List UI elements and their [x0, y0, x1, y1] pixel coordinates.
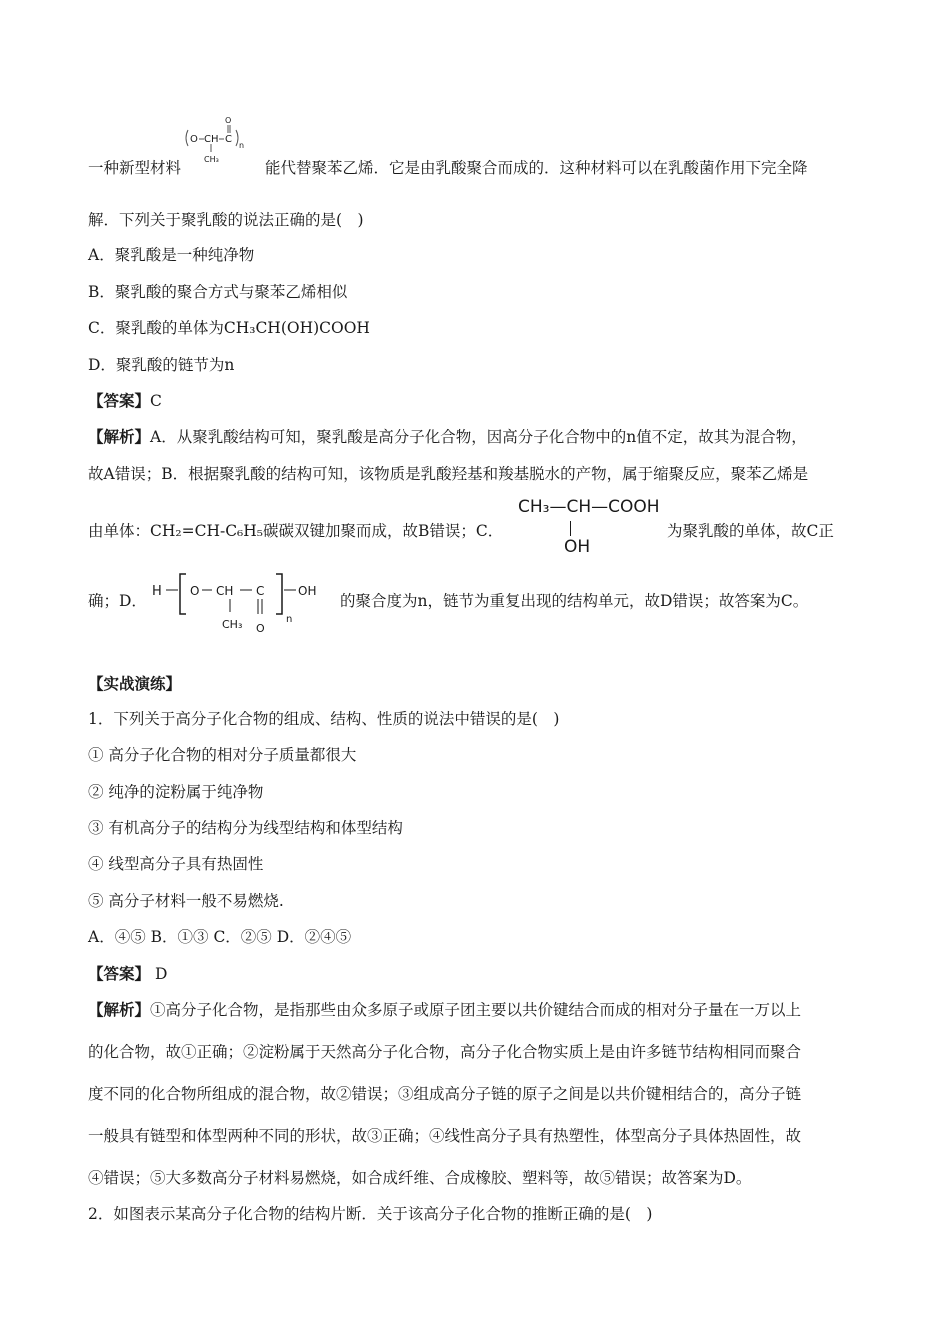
pf-ch: CH	[216, 584, 234, 598]
q1-item-4: ④ 线型高分子具有热固性	[88, 855, 264, 873]
polymer-o: O	[190, 134, 198, 145]
q0-option-c: C．聚乳酸的单体为CH₃CH(OH)COOH	[88, 319, 370, 337]
polymer-ch: CH	[204, 134, 219, 145]
polymer-c: C	[225, 134, 232, 145]
q1-analysis-line-3: 度不同的化合物所组成的混合物，故②错误；③组成高分子链的原子之间是以共价键相结合的，高分子链	[88, 1085, 802, 1103]
q0-analysis-line-2: 故A错误；B．根据聚乳酸的结构可知，该物质是乳酸羟基和羧基脱水的产物，属于缩聚反应，聚苯乙烯是	[88, 465, 809, 483]
q0-option-b: B．聚乳酸的聚合方式与聚苯乙烯相似	[88, 283, 348, 301]
q1-analysis-line-2: 的化合物，故①正确；②淀粉属于天然高分子化合物，高分子化合物实质上是由许多链节结构相同而聚合	[88, 1043, 802, 1061]
q1-analysis-line-5: ④错误；⑤大多数高分子材料易燃烧，如合成纤维、合成橡胶、塑料等，故⑤错误；故答案为D。	[88, 1169, 752, 1187]
polymer-n: n	[239, 141, 245, 150]
polymer-structure-full	[148, 568, 348, 644]
answer-value: C	[150, 392, 162, 410]
answer-label: 【答案】	[88, 391, 151, 410]
q1-answer-value: D	[154, 965, 168, 983]
monomer-bond	[570, 521, 571, 536]
pf-o: O	[190, 584, 200, 598]
q0-intro-a: 一种新型材料	[88, 159, 182, 177]
polymer-o-top: O	[225, 116, 232, 125]
q0-option-d: D．聚乳酸的链节为n	[88, 356, 235, 374]
q0-intro-b: 能代替聚苯乙烯．它是由乳酸聚合而成的．这种材料可以在乳酸菌作用下完全降	[265, 159, 808, 177]
polymer-ch3: CH₃	[204, 155, 219, 164]
q0-analysis-line-3a: 由单体：CH₂=CH-C₆H₅碳碳双键加聚而成，故B错误；C．	[88, 522, 504, 540]
analysis-label: 【解析】	[88, 427, 151, 446]
polymer-structure-small	[182, 116, 262, 176]
q0-answer	[88, 389, 162, 413]
pf-h: H	[152, 584, 162, 599]
practice-title: 【实战演练】	[88, 674, 182, 693]
q0-analysis-line-4b: 的聚合度为n，链节为重复出现的结构单元，故D错误；故答案为C。	[340, 592, 809, 610]
q0-option-a: A．聚乳酸是一种纯净物	[88, 246, 255, 264]
q1-analysis-line-4: 一般具有链型和体型两种不同的形状，故③正确；④线性高分子具有热塑性，体型高分子具体热固性，故	[88, 1127, 802, 1145]
q1-item-1: ① 高分子化合物的相对分子质量都很大	[88, 746, 357, 764]
pf-n: n	[286, 614, 293, 625]
q1-item-3: ③ 有机高分子的结构分为线型结构和体型结构	[88, 819, 403, 837]
q0-analysis-line-1	[88, 425, 807, 449]
q0-analysis-line-4a: 确；D．	[88, 592, 147, 610]
pf-o2: O	[256, 622, 265, 635]
q0-intro-c: 解．下列关于聚乳酸的说法正确的是( )	[88, 211, 364, 229]
q1-answer-label: 【答案】	[88, 964, 151, 983]
q1-analysis-text: ①高分子化合物，是指那些由众多原子或原子团主要以共价键结合而成的相对分子量在一万以上	[150, 1001, 802, 1019]
pf-c: C	[256, 584, 265, 598]
q1-analysis-line-1	[88, 998, 801, 1022]
q1-options: A．④⑤ B．①③ C．②⑤ D．②④⑤	[88, 928, 352, 946]
q1-analysis-label: 【解析】	[88, 1000, 151, 1019]
q1-item-5: ⑤ 高分子材料一般不易燃烧.	[88, 892, 284, 910]
pf-ch3: CH₃	[222, 618, 243, 631]
monomer-oh: OH	[564, 537, 591, 557]
q1-stem: 1．下列关于高分子化合物的组成、结构、性质的说法中错误的是( )	[88, 710, 560, 728]
pf-oh: OH	[298, 584, 317, 598]
q1-item-2: ② 纯净的淀粉属于纯净物	[88, 783, 264, 801]
monomer-main: CH₃—CH—COOH	[518, 497, 660, 517]
q2-stem: 2．如图表示某高分子化合物的结构片断．关于该高分子化合物的推断正确的是( )	[88, 1205, 653, 1223]
q1-answer	[88, 962, 167, 986]
analysis-text: A．从聚乳酸结构可知，聚乳酸是高分子化合物，因高分子化合物中的n值不定，故其为混合物，	[150, 428, 807, 446]
q0-analysis-line-3b: 为聚乳酸的单体，故C正	[667, 522, 834, 540]
